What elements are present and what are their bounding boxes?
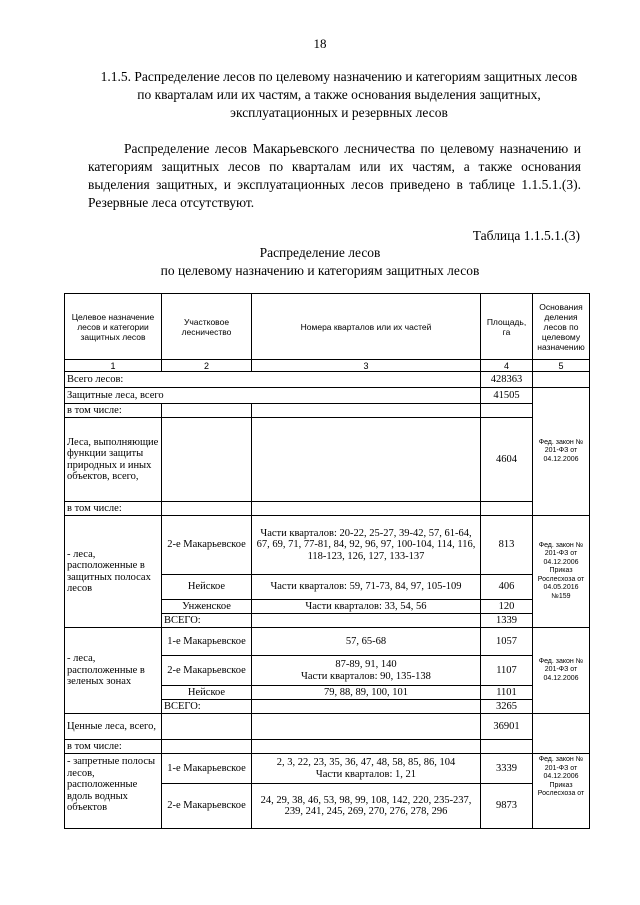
- forestry-name: Нейское: [162, 686, 252, 700]
- table-row-including: [65, 740, 590, 754]
- shelter-belts-label: - леса, расположенные в защитных полосах лесов: [65, 516, 162, 628]
- col-number: 2: [162, 360, 252, 372]
- section-heading: 1.1.5. Распределение лесов по целевому назначению и категориям защитных лесов по кварталам или их частям, а также основания выделения защитных, эксплуатационных и резервных лесов: [100, 69, 578, 120]
- quarters-list: [252, 754, 481, 784]
- body-paragraph: Распределение лесов Макарьевского лесничества по целевому назначению и категориям защитных лесов по кварталам или их частям, а также основания выделения защитных, и эксплуатационных лесов приведено в таблице 1.1.5.1.(3). Резервные леса отсутствуют.: [88, 141, 581, 210]
- header-quarters: Номера кварталов или их частей: [252, 294, 481, 360]
- forestry-name: Нейское: [162, 575, 252, 600]
- basis-cell: Фед. закон № 201-ФЗ от 04.12.2006 Приказ Рослесхоза от: [533, 754, 590, 829]
- table-row-including: [65, 502, 590, 516]
- col-number: 3: [252, 360, 481, 372]
- table-row: [65, 628, 590, 656]
- quarters-line: 87-89, 91, 140: [335, 659, 397, 670]
- page-number: 18: [313, 36, 327, 51]
- area-value: 1057: [481, 628, 533, 656]
- table-row-nature-protection: [65, 418, 590, 502]
- nature-protection-label: Леса, выполняющие функции защиты природных и иных объектов, всего,: [65, 418, 162, 502]
- forestry-name: 2-е Макарьевское: [162, 656, 252, 686]
- valuable-area: 36901: [481, 714, 533, 740]
- subtotal-area: 1339: [481, 614, 533, 628]
- column-number-row: [65, 360, 590, 372]
- subtotal-area: 3265: [481, 700, 533, 714]
- area-value: 406: [481, 575, 533, 600]
- quarters-list: [252, 656, 481, 686]
- header-basis: Основания деления лесов по целевому назначению: [533, 294, 590, 360]
- total-forests-area: 428363: [481, 372, 533, 388]
- basis-cell: Фед. закон № 201-ФЗ от 04.12.2006 Приказ Рослесхоза от 04.05.2016 №159: [533, 516, 590, 628]
- table-row: [65, 516, 590, 575]
- quarters-line: 2, 3, 22, 23, 35, 36, 47, 48, 58, 85, 86, 104: [276, 757, 456, 768]
- including-label: в том числе:: [65, 740, 162, 754]
- forestry-name: 1-е Макарьевское: [162, 754, 252, 784]
- forestry-name: 2-е Макарьевское: [162, 516, 252, 575]
- subtotal-label: ВСЕГО:: [162, 614, 252, 628]
- table-header-row: [65, 294, 590, 360]
- area-value: 9873: [481, 784, 533, 829]
- area-value: 1101: [481, 686, 533, 700]
- quarters-list: 24, 29, 38, 46, 53, 98, 99, 108, 142, 220, 235-237, 239, 241, 245, 269, 270, 276, 278, 296: [252, 784, 481, 829]
- quarters-line: Части кварталов: 90, 135-138: [301, 670, 431, 682]
- quarters-list: Части кварталов: 59, 71-73, 84, 97, 105-109: [252, 575, 481, 600]
- header-purpose: Целевое назначение лесов и категории защитных лесов: [65, 294, 162, 360]
- forestry-name: 1-е Макарьевское: [162, 628, 252, 656]
- area-value: 120: [481, 600, 533, 614]
- forestry-name: Унженское: [162, 600, 252, 614]
- protective-total-label: Защитные леса, всего: [65, 388, 481, 404]
- area-value: 3339: [481, 754, 533, 784]
- quarters-line: Части кварталов: 1, 21: [315, 768, 417, 780]
- water-belts-label: - запретные полосы лесов, расположенные вдоль водных объектов: [65, 754, 162, 829]
- protective-total-area: 41505: [481, 388, 533, 404]
- basis-cell: Фед. закон № 201-ФЗ от 04.12.2006: [533, 628, 590, 714]
- table-row-protective-total: [65, 388, 590, 404]
- forestry-name: 2-е Макарьевское: [162, 784, 252, 829]
- area-value: 1107: [481, 656, 533, 686]
- green-zones-label: - леса, расположенные в зеленых зонах: [65, 628, 162, 714]
- table-row-total-forests: [65, 372, 590, 388]
- quarters-list: 57, 65-68: [252, 628, 481, 656]
- nature-protection-area: 4604: [481, 418, 533, 502]
- valuable-label: Ценные леса, всего,: [65, 714, 162, 740]
- table-title-line-1: Распределение лесов: [259, 245, 381, 260]
- header-area: Площадь, га: [481, 294, 533, 360]
- area-value: 813: [481, 516, 533, 575]
- basis-cell: Фед. закон № 201-ФЗ от 04.12.2006: [533, 388, 590, 516]
- table-row-valuable: [65, 714, 590, 740]
- table-number: Таблица 1.1.5.1.(3): [472, 228, 580, 243]
- table-row-including: [65, 404, 590, 418]
- col-number: 5: [533, 360, 590, 372]
- including-label: в том числе:: [65, 404, 162, 418]
- table-title-line-2: по целевому назначению и категориям защитных лесов: [160, 263, 480, 278]
- table-row: [65, 754, 590, 784]
- table-title: [0, 244, 640, 280]
- header-forestry: Участковое лесничество: [162, 294, 252, 360]
- quarters-list: Части кварталов: 33, 54, 56: [252, 600, 481, 614]
- subtotal-label: ВСЕГО:: [162, 700, 252, 714]
- forest-distribution-table: [64, 293, 590, 829]
- col-number: 4: [481, 360, 533, 372]
- quarters-list: 79, 88, 89, 100, 101: [252, 686, 481, 700]
- including-label: в том числе:: [65, 502, 162, 516]
- quarters-list: Части кварталов: 20-22, 25-27, 39-42, 57, 61-64, 67, 69, 71, 77-81, 84, 92, 96, 97, 100-104, 114, 116, 118-123, 126, 127, 133-137: [252, 516, 481, 575]
- col-number: 1: [65, 360, 162, 372]
- total-forests-label: Всего лесов:: [65, 372, 481, 388]
